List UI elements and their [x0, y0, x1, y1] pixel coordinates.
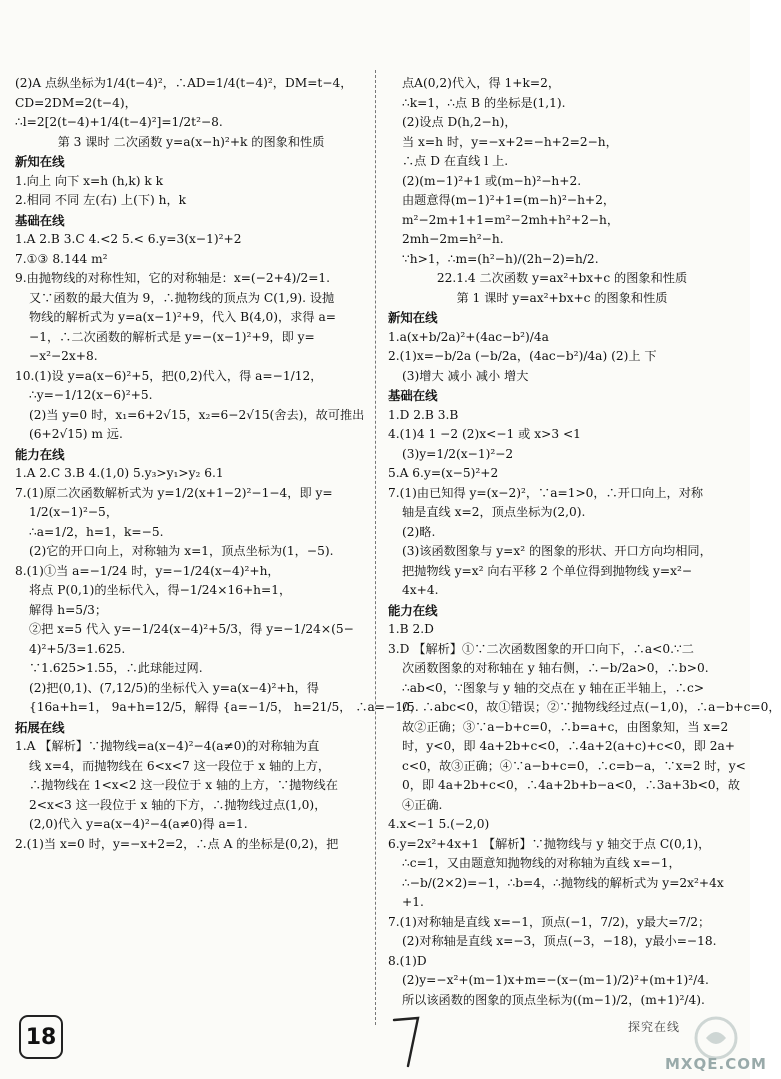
text-line: 解得 h=5/3； — [29, 602, 108, 617]
text-line: 第 3 课时 二次函数 y=a(x−h)²+k 的图象和性质 — [57, 134, 325, 149]
text-line: 2.(1)当 x=0 时，y=−x+2=2，∴点 A 的坐标是(0,2)，把 — [15, 836, 339, 851]
text-line: 4.(1)4 1 −2 (2)x<−1 或 x>3 <1 — [388, 427, 581, 441]
text-line: 3.D 【解析】①∵二次函数图象的开口向下，∴a<0.∵二 — [388, 641, 694, 656]
text-line: 把抛物线 y=x² 向右平移 2 个单位得到抛物线 y=x²− — [402, 563, 693, 578]
text-line: 8.(1)①当 a=−1/24 时，y=−1/24(x−4)²+h， — [15, 563, 280, 578]
section-heading: 新知在线 — [388, 310, 438, 325]
section-heading: 拓展在线 — [15, 719, 65, 735]
text-line: 7.①③ 8.144 m² — [15, 251, 108, 266]
text-line: (2)(m−1)²+1 或(m−h)²−h+2. — [402, 173, 582, 188]
text-line: 2mh−2m=h²−h. — [402, 232, 504, 246]
watermark-text: MXQE.COM — [665, 1055, 767, 1073]
text-line: ∴ab<0，∵图象与 y 轴的交点在 y 轴在正半轴上，∴c> — [402, 680, 705, 695]
brand-label: 探究在线 — [628, 1020, 681, 1034]
text-line: 第 1 课时 y=ax²+bx+c 的图象和性质 — [456, 290, 668, 305]
text-line: 5.A 6.y=(x−5)²+2 — [388, 466, 499, 480]
text-line: 所以该函数的图象的顶点坐标为((m−1)/2，(m+1)²/4). — [402, 992, 705, 1007]
text-line: 又∵函数的最大值为 9，∴抛物线的顶点为 C(1,9). 设抛 — [29, 290, 335, 305]
text-line: ∴k=1，∴点 B 的坐标是(1,1). — [402, 95, 566, 110]
text-line: (2,0)代入 y=a(x−4)²−4(a≠0)得 a=1. — [29, 817, 248, 831]
text-line: (3)增大 减小 减小 增大 — [402, 368, 529, 383]
text-line: (2)略. — [402, 524, 436, 539]
text-line: 2.相同 不同 左(右) 上(下) h，k — [15, 193, 187, 207]
text-line: 1.A 2.B 3.C 4.<2 5.< 6.y=3(x−1)²+2 — [15, 232, 242, 246]
text-line: ∵1.625>1.55，∴此球能过网. — [29, 661, 203, 675]
text-line: 1.A 2.C 3.B 4.(1,0) 5.y₃>y₁>y₂ 6.1 — [15, 466, 224, 480]
text-line: (2)对称轴是直线 x=−3，顶点(−3，−18)，y最小=−18. — [402, 934, 717, 948]
text-line: 6.y=2x²+4x+1 【解析】∵抛物线与 y 轴交于点 C(0,1)， — [388, 836, 711, 851]
text-line: ∴−b/(2×2)=−1，∴b=4，∴抛物线的解析式为 y=2x²+4x — [402, 875, 724, 890]
text-line: −1，∴二次函数的解析式是 y=−(x−1)²+9，即 y= — [29, 329, 315, 344]
text-line: 7.(1)由已知得 y=(x−2)²，∵a=1>0，∴开口向上，对称 — [388, 485, 704, 500]
text-line: (2)它的开口向上，对称轴为 x=1，顶点坐标为(1，−5). — [29, 544, 334, 558]
text-line: 4)²+5/3=1.625. — [29, 641, 126, 656]
text-line: c<0，故③正确；④∵a−b+c=0，∴c=b−a，∵x=2 时，y< — [402, 758, 746, 773]
section-heading: 能力在线 — [15, 446, 65, 462]
section-heading: 新知在线 — [15, 154, 65, 169]
text-line: 0，∴abc<0，故①错误；②∵抛物线经过点(−1,0)，∴a−b+c=0， — [402, 700, 781, 714]
text-line: 轴是直线 x=2，顶点坐标为(2,0). — [402, 505, 586, 519]
text-line: (3)该函数图象与 y=x² 的图象的形状、开口方向均相同， — [402, 544, 712, 558]
text-line: (2)y=−x²+(m−1)x+m=−(x−(m−1)/2)²+(m+1)²/4. — [402, 973, 709, 987]
text-line: 7.(1)对称轴是直线 x=−1，顶点(−1，7/2)，y最大=7/2； — [388, 914, 711, 929]
text-line: 当 x=h 时，y=−x+2=−h+2=2−h， — [402, 134, 618, 149]
text-line: (2)把(0,1)、(7,12/5)的坐标代入 y=a(x−4)²+h，得 — [29, 680, 319, 695]
text-line: ∵h>1，∴m=(h²−h)/(2h−2)=h/2. — [402, 251, 599, 266]
text-line: 线 x=4，而抛物线在 6<x<7 这一段位于 x 轴的上方， — [29, 758, 331, 773]
page-number: 18 — [19, 1015, 63, 1059]
text-line: ∴点 D 在直线 l 上. — [402, 154, 509, 168]
text-line: 4.x<−1 5.(−2,0) — [388, 817, 490, 831]
text-line: (2)设点 D(h,2−h)， — [402, 115, 517, 129]
text-line: 由题意得(m−1)²+1=(m−h)²−h+2， — [402, 193, 616, 207]
text-line: {16a+h=1， 9a+h=12/5，解得 {a=−1/5， h=21/5， ∴a=−1/5. — [29, 700, 419, 714]
text-line: ∴a=1/2，h=1，k=−5. — [29, 524, 164, 539]
text-line: 22.1.4 二次函数 y=ax²+bx+c 的图象和性质 — [436, 271, 688, 285]
text-line: +1. — [402, 895, 424, 909]
text-line: 7.(1)原二次函数解析式为 y=1/2(x+1−2)²−1−4，即 y= — [15, 485, 333, 500]
text-line: ∴抛物线在 1<x<2 这一段位于 x 轴的上方，∵抛物线在 — [29, 778, 338, 792]
text-line: CD=2DM=2(t−4)， — [15, 95, 137, 110]
text-line: 1.a(x+b/2a)²+(4ac−b²)/4a — [388, 329, 549, 344]
text-line: (2)A 点纵坐标为1/4(t−4)²，∴AD=1/4(t−4)²，DM=t−4， — [15, 76, 353, 90]
text-line: ∴l=2[2(t−4)+1/4(t−4)²]=1/2t²−8. — [15, 115, 223, 129]
text-line: −x²−2x+8. — [29, 349, 98, 363]
text-line: 1/2(x−1)²−5， — [29, 505, 119, 519]
text-line: ∴c=1，又由题意知抛物线的对称轴为直线 x=−1， — [402, 856, 681, 870]
text-line: ④正确. — [402, 797, 443, 812]
text-line: 10.(1)设 y=a(x−6)²+5，把(0,2)代入，得 a=−1/12， — [15, 368, 323, 383]
text-line: (6+2√15) m 远. — [29, 427, 123, 441]
text-line: 1.向上 向下 x=h (h,k) k k — [15, 173, 164, 188]
text-line: 1.A 【解析】∵抛物线=a(x−4)²−4(a≠0)的对称轴为直 — [15, 739, 320, 753]
text-line: (3)y=1/2(x−1)²−2 — [402, 446, 514, 461]
text-line: 1.D 2.B 3.B — [388, 407, 459, 422]
text-line: ∴y=−1/12(x−6)²+5. — [29, 388, 153, 402]
handwritten-seven-mark — [388, 1010, 428, 1070]
text-line: 4x+4. — [402, 583, 439, 597]
text-line: 故②正确；③∵a−b+c=0，∴b=a+c，由图象知，当 x=2 — [402, 719, 729, 734]
text-line: 9.由抛物线的对称性知，它的对称轴是：x=(−2+4)/2=1. — [15, 271, 331, 285]
section-heading: 基础在线 — [15, 212, 65, 228]
text-line: 8.(1)D — [388, 953, 427, 968]
text-line: 点A(0,2)代入，得 1+k=2， — [402, 76, 561, 90]
column-divider — [375, 70, 377, 1025]
text-line: 时，y<0，即 4a+2b+c<0，∴4a+2(a+c)+c<0，即 2a+ — [402, 739, 735, 753]
text-line: 1.B 2.D — [388, 622, 434, 636]
right-column — [388, 74, 781, 1010]
text-line: ②把 x=5 代入 y=−1/24(x−4)²+5/3，得 y=−1/24×(5− — [29, 622, 354, 636]
text-line: m²−2m+1+1=m²−2mh+h²+2−h， — [402, 212, 620, 227]
text-line: 将点 P(0,1)的坐标代入，得−1/24×16+h=1， — [29, 583, 292, 597]
text-line: 次函数图象的对称轴在 y 轴右侧，∴−b/2a>0，∴b>0. — [402, 661, 709, 675]
text-line: 0，即 4a+2b+c<0，∴4a+2b+b−a<0，∴3a+3b<0，故 — [402, 778, 740, 792]
section-heading: 基础在线 — [388, 388, 438, 403]
text-line: 2<x<3 这一段位于 x 轴的下方，∴抛物线过点(1,0)， — [29, 797, 327, 812]
text-line: 2.(1)x=−b/2a (−b/2a，(4ac−b²)/4a) (2)上 下 — [388, 349, 657, 363]
section-heading: 能力在线 — [388, 602, 438, 618]
text-line: (2)当 y=0 时，x₁=6+2√15，x₂=6−2√15(舍去)，故可推出 — [29, 407, 365, 422]
text-line: 物线的解析式为 y=a(x−1)²+9，代入 B(4,0)，求得 a= — [29, 310, 336, 324]
